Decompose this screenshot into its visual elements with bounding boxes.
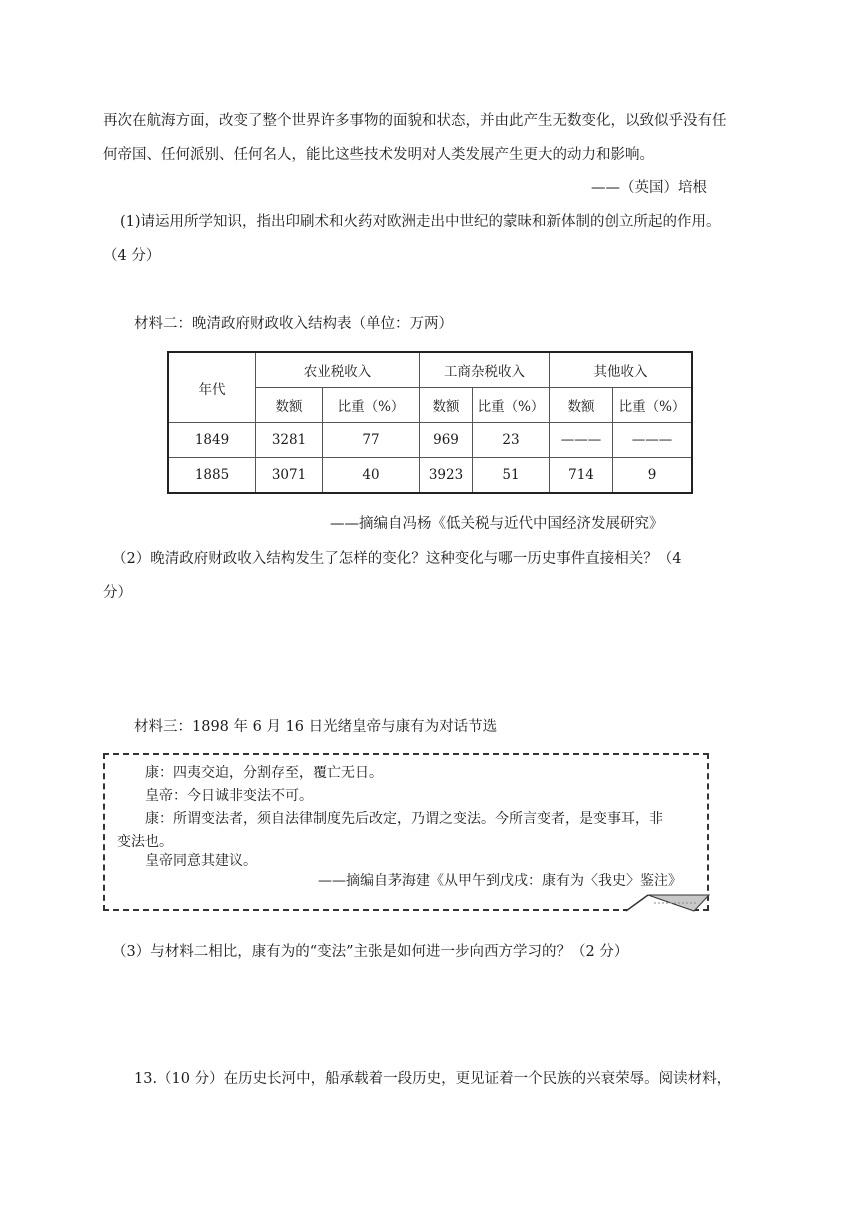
dialogue-line: 康：所谓变法者，须自法律制度先后改定，乃谓之变法。今所言变者，是变事耳，非 [145,811,663,827]
subheader: 比重（%） [323,388,420,423]
intro-line-2: 何帝国、任何派别、任何名人，能比这些技术发明对人类发展产生更大的动力和影响。 [103,147,654,163]
table-cell: 23 [473,423,550,458]
table-row [168,423,692,458]
fiscal-revenue-table [167,351,693,494]
page-curl-icon [626,893,712,913]
material-2-source: ——摘编自冯杨《低关税与近代中国经济发展研究》 [330,516,664,532]
table-cell: 3281 [256,423,323,458]
dialogue-line: 变法也。 [117,834,173,850]
question-1-line-2: （4 分） [103,248,161,264]
table-cell: ——— [550,423,613,458]
intro-attribution: ——（英国）培根 [591,180,707,196]
question-2-line-2: 分） [103,585,132,601]
subheader: 比重（%） [613,388,693,423]
table-cell: 3923 [420,458,473,494]
material-3-source: ——摘编自茅海建《从甲午到戊戌：康有为〈我史〉鉴注》 [318,873,682,889]
question-3-line-1: （3）与材料二相比，康有为的“变法”主张是如何进一步向西方学习的？（2 分） [112,944,629,960]
subheader: 比重（%） [473,388,550,423]
material-2-title: 材料二：晚清政府财政收入结构表（单位：万两） [134,316,453,332]
year-header: 年代 [168,352,256,423]
dialogue-line: 皇帝同意其建议。 [145,853,257,869]
table-cell: 51 [473,458,550,494]
subheader: 数额 [256,388,323,423]
question-1-line-1: (1)请运用所学知识，指出印刷术和火药对欧洲走出中世纪的蒙昧和新体制的创立所起的作用。 [120,214,721,230]
table-header-row [168,352,692,388]
group-header-commerce: 工商杂税收入 [420,352,550,388]
table-cell: 1849 [168,423,256,458]
dialogue-line: 康：四夷交迫，分割存至，覆亡无日。 [145,765,383,781]
table-cell: 40 [323,458,420,494]
table-cell: 969 [420,423,473,458]
table-row [168,458,692,494]
question-2-line-1: （2）晚清政府财政收入结构发生了怎样的变化？这种变化与哪一历史事件直接相关？（4 [112,551,682,567]
subheader: 数额 [420,388,473,423]
question-13-line-1: 13.（10 分）在历史长河中，船承载着一段历史，更见证着一个民族的兴衰荣辱。阅读材料， [134,1071,732,1087]
material-3-title: 材料三：1898 年 6 月 16 日光绪皇帝与康有为对话节选 [134,719,498,735]
table-cell: 77 [323,423,420,458]
dialogue-line: 皇帝：今日诚非变法不可。 [145,788,313,804]
group-header-agriculture: 农业税收入 [256,352,420,388]
table-cell: 9 [613,458,693,494]
table-cell: 1885 [168,458,256,494]
group-header-other: 其他收入 [550,352,693,388]
subheader: 数额 [550,388,613,423]
table-cell: 3071 [256,458,323,494]
table-cell: 714 [550,458,613,494]
table-cell: ——— [613,423,693,458]
intro-line-1: 再次在航海方面，改变了整个世界许多事物的面貌和状态，并由此产生无数变化，以致似乎没有任 [103,113,727,129]
